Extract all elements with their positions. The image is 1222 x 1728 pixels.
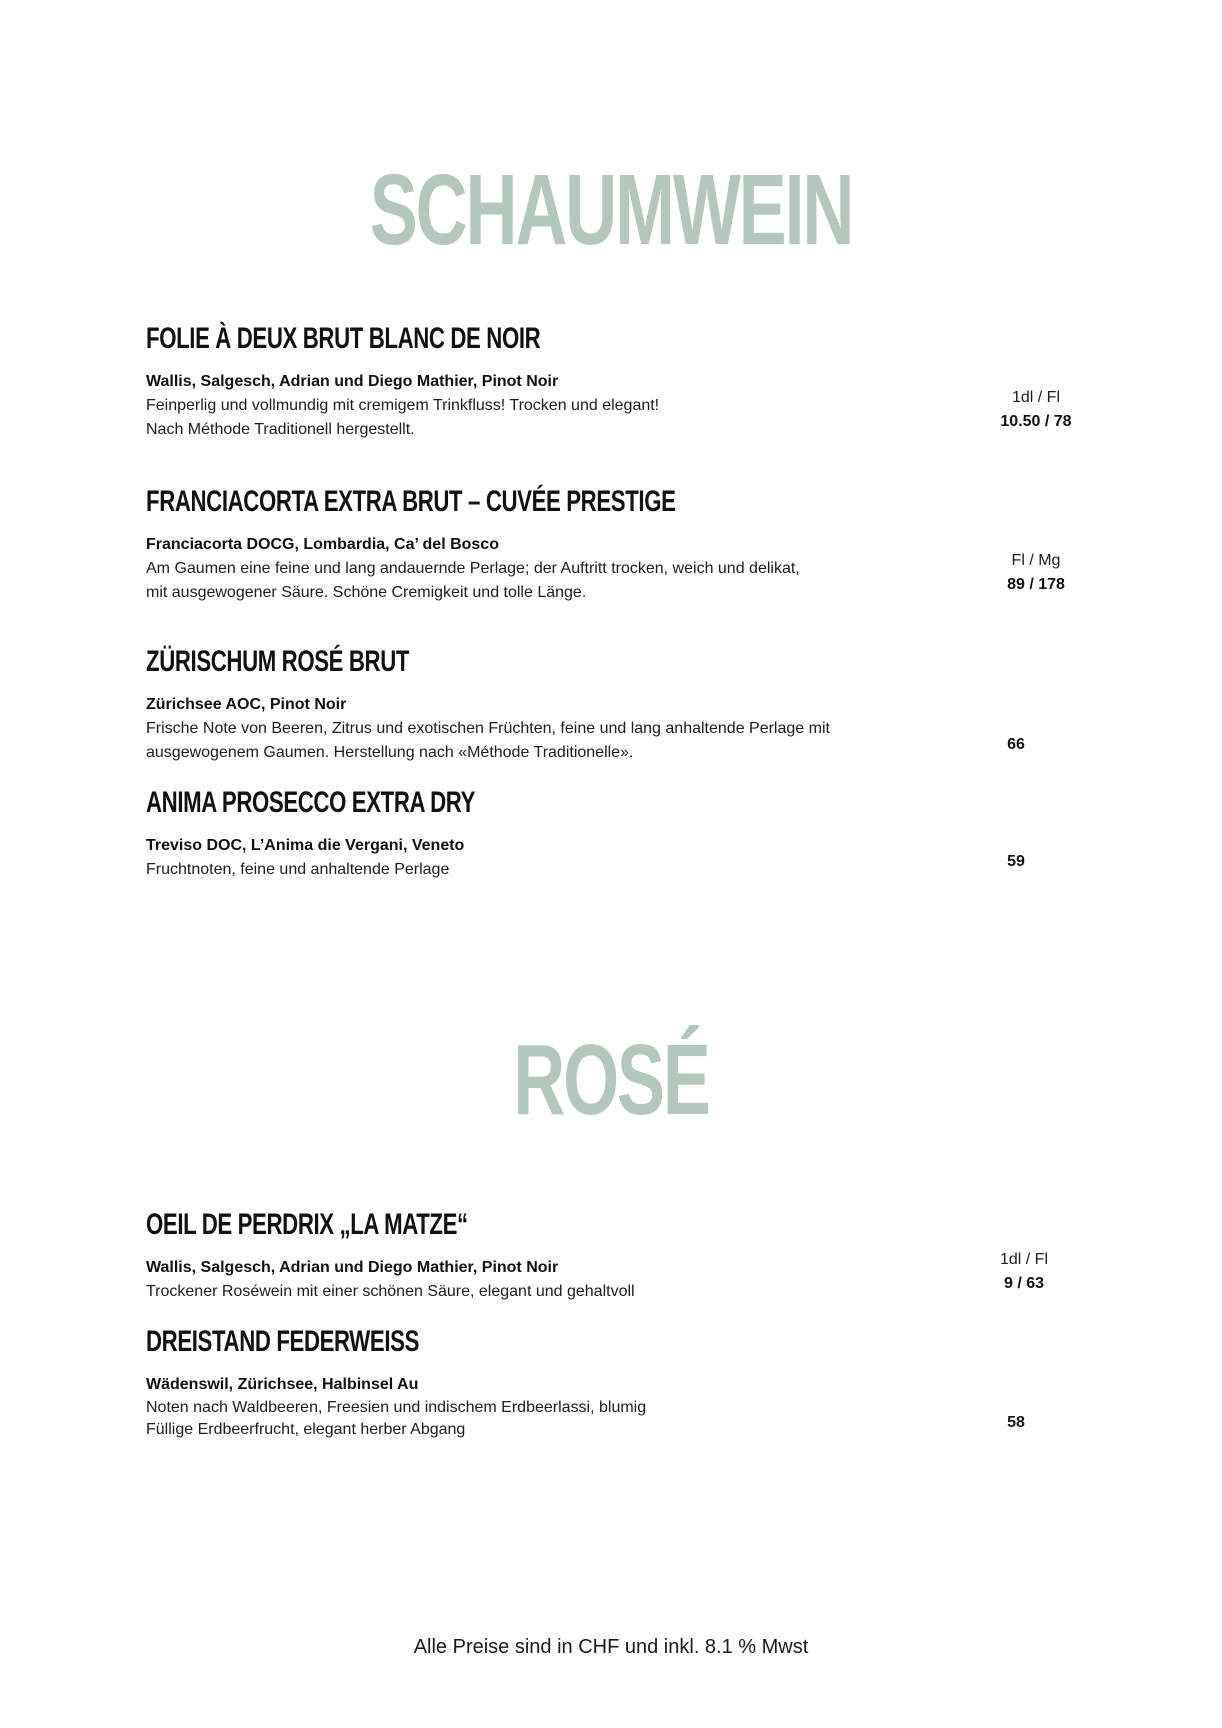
wine-item xyxy=(146,487,1086,605)
price-value: 66 xyxy=(1007,736,1025,753)
wine-price xyxy=(976,549,1096,597)
price-value: 89 / 178 xyxy=(1007,576,1065,593)
wine-description-line: Am Gaumen eine feine und lang andauernde Perlage; der Auftritt trocken, weich und delikat, xyxy=(146,560,800,577)
wine-description-line: mit ausgewogener Säure. Schöne Cremigkeit und tolle Länge. xyxy=(146,584,587,601)
wine-name: FOLIE À DEUX BRUT BLANC DE NOIR xyxy=(146,322,541,355)
wine-origin: Wädenswil, Zürichsee, Halbinsel Au xyxy=(146,1376,419,1393)
wine-origin: Franciacorta DOCG, Lombardia, Ca’ del Bosco xyxy=(146,536,499,553)
price-value: 9 / 63 xyxy=(1003,1275,1045,1292)
wine-price xyxy=(956,1411,1076,1435)
wine-description-line: Fruchtnoten, feine und anhaltende Perlage xyxy=(146,861,450,878)
wine-origin: Treviso DOC, L’Anima die Vergani, Veneto xyxy=(146,837,465,854)
price-value: 58 xyxy=(1007,1414,1025,1431)
price-value: 59 xyxy=(1007,853,1025,870)
section-title-rose: ROSÉ xyxy=(513,1024,709,1136)
wine-description-line: ausgewogenem Gaumen. Herstellung nach «Méthode Traditionelle». xyxy=(146,744,634,761)
wine-name: DREISTAND FEDERWEISS xyxy=(146,1325,420,1358)
wine-item xyxy=(146,788,1086,882)
wine-description-line: Trockener Roséwein mit einer schönen Säure, elegant und gehaltvoll xyxy=(146,1283,635,1300)
wine-item xyxy=(146,647,1086,765)
wine-name: ZÜRISCHUM ROSÉ BRUT xyxy=(146,645,410,678)
wine-description-line: Füllige Erdbeerfrucht, elegant herber Abgang xyxy=(146,1421,466,1438)
wine-description-line: Noten nach Waldbeeren, Freesien und indischem Erdbeerlassi, blumig xyxy=(146,1399,647,1416)
wine-name: ANIMA PROSECCO EXTRA DRY xyxy=(146,786,476,819)
footer-note: Alle Preise sind in CHF und inkl. 8.1 % Mwst xyxy=(413,1636,809,1658)
wine-price xyxy=(956,850,1076,874)
wine-origin: Wallis, Salgesch, Adrian und Diego Mathier, Pinot Noir xyxy=(146,373,559,390)
price-value: 10.50 / 78 xyxy=(1000,413,1072,430)
wine-description-line: Feinperlig und vollmundig mit cremigem Trinkfluss! Trocken und elegant! xyxy=(146,397,660,414)
wine-price xyxy=(976,386,1096,434)
price-unit: Fl / Mg xyxy=(1011,552,1061,569)
wine-origin: Wallis, Salgesch, Adrian und Diego Mathier, Pinot Noir xyxy=(146,1259,559,1276)
wine-item xyxy=(146,1210,1086,1304)
wine-description-line: Frische Note von Beeren, Zitrus und exotischen Früchten, feine und lang anhaltende Perlage mit xyxy=(146,720,830,737)
wine-price xyxy=(956,733,1076,757)
wine-item xyxy=(146,1327,1086,1441)
section-title-schaumwein: SCHAUMWEIN xyxy=(369,154,853,266)
wine-origin: Zürichsee AOC, Pinot Noir xyxy=(146,696,347,713)
price-unit: 1dl / Fl xyxy=(999,1251,1048,1268)
wine-name: FRANCIACORTA EXTRA BRUT – CUVÉE PRESTIGE xyxy=(146,485,676,518)
wine-name: OEIL DE PERDRIX „LA MATZE“ xyxy=(146,1208,468,1241)
wine-price xyxy=(964,1248,1084,1296)
wine-description-line: Nach Méthode Traditionell hergestellt. xyxy=(146,421,415,438)
wine-item xyxy=(146,324,1086,442)
price-unit: 1dl / Fl xyxy=(1011,389,1060,406)
